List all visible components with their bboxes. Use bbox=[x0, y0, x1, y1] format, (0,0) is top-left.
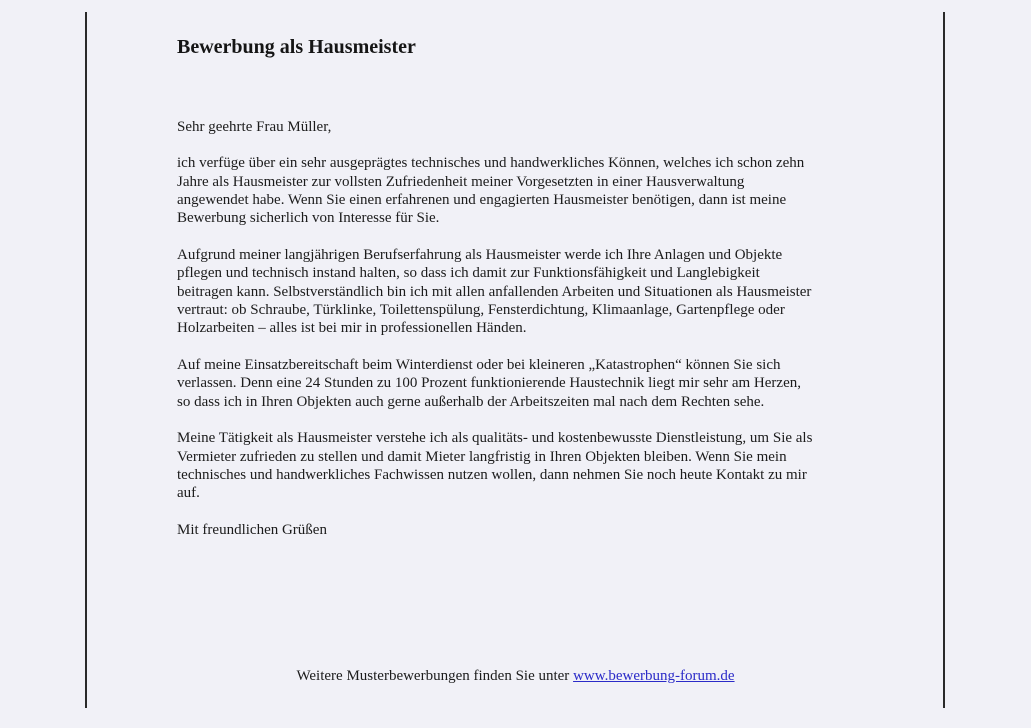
paragraph-line: Jahre als Hausmeister zur vollsten Zufriedenheit meiner Vorgesetzten in einer Hausverwaltung bbox=[177, 173, 745, 190]
right-margin-rule bbox=[943, 12, 945, 708]
footer bbox=[0, 668, 1031, 685]
paragraph-line: Meine Tätigkeit als Hausmeister verstehe ich als qualitäts- und kostenbewusste Dienstleistung, um Sie als bbox=[177, 430, 813, 447]
paragraph-line: Aufgrund meiner langjährigen Berufserfahrung als Hausmeister werde ich Ihre Anlagen und Objekte bbox=[177, 246, 783, 263]
letter-body bbox=[177, 118, 867, 539]
paragraph-line: ich verfüge über ein sehr ausgeprägtes technisches und handwerkliches Können, welches ich schon zehn bbox=[177, 155, 805, 172]
salutation: Sehr geehrte Frau Müller, bbox=[177, 119, 332, 135]
paragraph-4 bbox=[177, 429, 867, 502]
paragraph-2 bbox=[177, 246, 867, 337]
left-margin-rule bbox=[85, 12, 87, 708]
paragraph-line: vertraut: ob Schraube, Türklinke, Toilettenspülung, Fensterdichtung, Klimaanlage, Gartenpflege oder bbox=[177, 301, 785, 318]
paragraph-1 bbox=[177, 154, 867, 227]
paragraph-line: pflegen und technisch instand halten, so dass ich damit zur Funktionsfähigkeit und Langlebigkeit bbox=[177, 265, 760, 282]
footer-link[interactable]: www.bewerbung-forum.de bbox=[573, 668, 735, 684]
paragraph-line: beitragen kann. Selbstverständlich bin ich mit allen anfallenden Arbeiten und Situationen als Hausmeister bbox=[177, 283, 812, 300]
paragraph-line: so dass ich in Ihren Objekten auch gerne außerhalb der Arbeitszeiten mal nach dem Rechten sehe. bbox=[177, 393, 765, 410]
paragraph-line: Vermieter zufrieden zu stellen und damit Mieter langfristig in Ihren Objekten bleiben. Wenn Sie mein bbox=[177, 448, 787, 465]
paragraph-line: auf. bbox=[177, 485, 200, 502]
paragraph-line: verlassen. Denn eine 24 Stunden zu 100 Prozent funktionierende Haustechnik liegt mir sehr am Herzen, bbox=[177, 375, 801, 392]
paragraph-3 bbox=[177, 356, 867, 411]
paragraph-line: Auf meine Einsatzbereitschaft beim Winterdienst oder bei kleineren „Katastrophen“ können Sie sich bbox=[177, 356, 781, 373]
document-title: Bewerbung als Hausmeister bbox=[177, 36, 416, 58]
footer-text: Weitere Musterbewerbungen finden Sie unter bbox=[296, 668, 574, 684]
paragraph-line: Bewerbung sicherlich von Interesse für Sie. bbox=[177, 210, 440, 227]
closing: Mit freundlichen Grüßen bbox=[177, 522, 327, 539]
paragraph-line: technisches und handwerkliches Fachwissen nutzen wollen, dann nehmen Sie noch heute Kontakt zu mir bbox=[177, 466, 807, 483]
paragraph-line: Holzarbeiten – alles ist bei mir in professionellen Händen. bbox=[177, 320, 527, 337]
paragraph-line: angewendet habe. Wenn Sie einen erfahrenen und engagierten Hausmeister benötigen, dann ist meine bbox=[177, 191, 787, 208]
